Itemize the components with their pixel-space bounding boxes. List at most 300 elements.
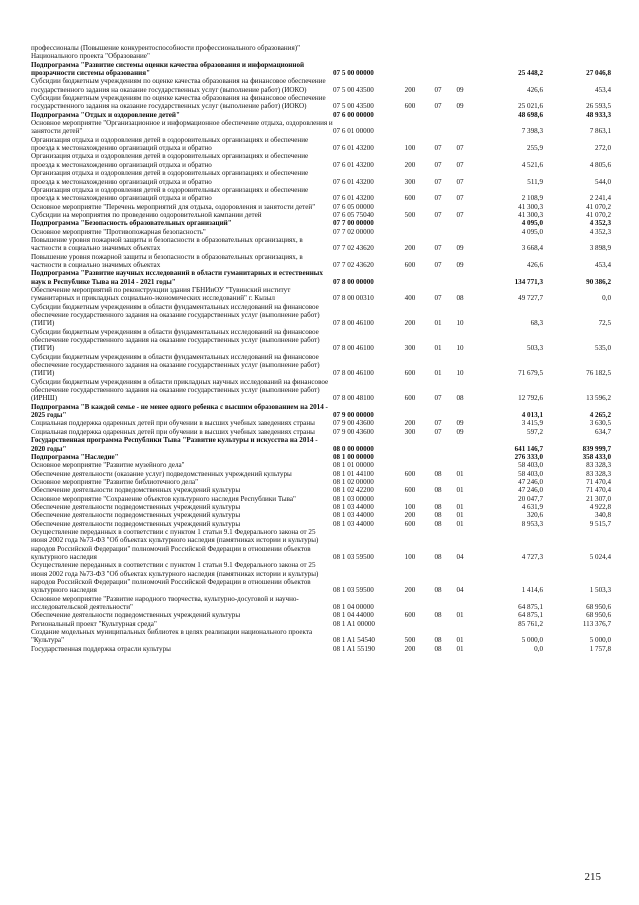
row-section: 07	[434, 144, 442, 153]
row-code: 07 8 00 00310	[333, 294, 374, 303]
table-row	[31, 44, 611, 61]
row-value-year2: 0,0	[602, 294, 611, 303]
row-section: 08	[434, 519, 442, 528]
row-section: 08	[434, 502, 442, 511]
row-section: 08	[434, 644, 442, 653]
row-subsection: 01	[456, 636, 464, 645]
row-subsection: 01	[456, 511, 464, 520]
row-section: 07	[434, 427, 442, 436]
row-section: 01	[434, 319, 442, 328]
row-value-year2: 544,0	[595, 177, 611, 186]
budget-table	[31, 44, 611, 653]
row-name: Повышение уровня пожарной защиты и безопасности в образовательных организациях, в частности в социально значимых объектах	[31, 235, 303, 253]
row-value-year1: 12 792,6	[518, 394, 543, 403]
row-section: 08	[434, 552, 442, 561]
row-value-year2: 76 182,5	[586, 369, 611, 378]
row-subsection	[449, 119, 471, 136]
row-value-year2: 5 024,4	[589, 552, 611, 561]
table-row	[31, 269, 611, 286]
row-name: Организация отдыха и оздоровления детей в оздоровительных организациях и обеспечение проезда к местонахождению организаций отдыха и обратно	[31, 169, 309, 186]
row-code: 07 6 01 43200	[333, 194, 374, 203]
row-value-year1: 49 727,7	[518, 294, 543, 303]
row-subsection: 01	[456, 469, 464, 478]
row-name: Региональный проект "Культурная среда"	[31, 619, 157, 628]
row-name: Обеспечение деятельности подведомственных учреждений культуры	[31, 502, 241, 511]
row-name: Подпрограмма "Безопасность образовательных организаций"	[31, 219, 232, 228]
row-expense-type: 600	[404, 260, 416, 269]
row-value-year2: 3 898,9	[589, 244, 611, 253]
row-name: Подпрограмма "Развитие системы оценки качества образования и информационной прозрачности системы образования"	[31, 60, 305, 78]
row-code: 07 6 01 00000	[333, 127, 374, 136]
row-expense-type: 200	[404, 85, 416, 94]
row-expense-type: 600	[404, 486, 416, 495]
row-subsection	[449, 436, 471, 453]
row-name: Социальная поддержка одаренных детей при обучении в высших учебных заведениях страны	[31, 419, 315, 428]
row-code: 07 8 00 46100	[333, 344, 374, 353]
row-expense-type	[393, 228, 427, 236]
row-section: 07	[434, 244, 442, 253]
row-subsection	[449, 620, 471, 628]
row-value-year2: 453,4	[595, 260, 611, 269]
row-subsection	[449, 403, 471, 420]
table-row	[31, 328, 611, 353]
table-row	[31, 77, 611, 94]
row-expense-type	[393, 595, 427, 612]
row-expense-type: 600	[404, 469, 416, 478]
row-code: 07 9 00 00000	[333, 411, 374, 420]
row-code: 07 7 00 00000	[333, 219, 374, 228]
row-section	[427, 119, 449, 136]
row-code: 07 6 00 00000	[333, 110, 374, 119]
row-code: 08 1 04 44000	[333, 611, 374, 620]
row-subsection: 10	[456, 344, 464, 353]
row-value-year1: 426,6	[527, 260, 543, 269]
row-value-year1: 3 415,9	[521, 419, 543, 428]
row-section	[427, 61, 449, 78]
row-name: Создание модельных муниципальных библиотек в целях реализации национального проекта "Культура"	[31, 628, 313, 645]
row-section: 08	[434, 636, 442, 645]
row-code	[333, 44, 393, 61]
table-row	[31, 152, 611, 169]
row-value-year1: 3 668,4	[521, 244, 543, 253]
row-name: Организация отдыха и оздоровления детей в оздоровительных организациях и обеспечение проезда к местонахождению организаций отдыха и обратно	[31, 185, 309, 203]
row-value-year2: 5 000,0	[589, 636, 611, 645]
row-section	[427, 495, 449, 503]
row-expense-type: 200	[404, 319, 416, 328]
row-expense-type: 300	[404, 427, 416, 436]
row-value-year2	[543, 44, 611, 61]
row-name: Основное мероприятие "Сохранение объектов культурного наследия Республики Тыва"	[31, 494, 296, 503]
row-section	[427, 478, 449, 486]
row-subsection	[449, 478, 471, 486]
row-code: 07 8 00 00000	[333, 277, 374, 286]
row-name: Основное мероприятие "Развитие музейного дела"	[31, 461, 185, 470]
row-section	[427, 620, 449, 628]
row-section: 07	[434, 102, 442, 111]
row-section	[427, 219, 449, 227]
row-expense-type: 600	[404, 102, 416, 111]
row-code: 07 8 00 46100	[333, 369, 374, 378]
row-value-year1: 597,2	[527, 427, 543, 436]
row-value-year1: 68,3	[530, 319, 543, 328]
row-expense-type: 200	[404, 586, 416, 595]
row-name: Подпрограмма "Наследие"	[31, 452, 119, 461]
row-value-year1: 255,9	[527, 144, 543, 153]
row-subsection: 07	[456, 144, 464, 153]
row-section	[427, 436, 449, 453]
row-name: Основное мероприятие "Развитие библиотечного дела"	[31, 477, 199, 486]
row-section	[427, 461, 449, 469]
row-expense-type: 200	[404, 644, 416, 653]
row-name: Осуществление переданных в соответствии с пунктом 1 статьи 9.1 Федерального закона от 25 июня 2002 года №73-ФЗ "Об объектах культурного наследия (памятниках истории и культуры) народов Российской Федерации" полномочий Российской Федерации в отношении объектов культурного наследия	[31, 527, 319, 561]
row-name: Обеспечение деятельности подведомственных учреждений культуры	[31, 486, 241, 495]
row-name: Обеспечение мероприятий по реконструкции здания ГБНИиОУ "Тувинский институт гуманитарных и прикладных социально-экономических исследований" г. Кызыл	[31, 285, 291, 303]
row-subsection: 08	[456, 394, 464, 403]
row-subsection	[449, 595, 471, 612]
row-subsection: 09	[456, 419, 464, 428]
row-value-year2: 4 265,2	[589, 411, 611, 420]
row-name: Субсидии на мероприятия по проведению оздоровительной кампании детей	[31, 210, 262, 219]
row-code: 08 1 03 59500	[333, 586, 374, 595]
row-value-year1: 5 000,0	[521, 636, 543, 645]
row-section: 01	[434, 344, 442, 353]
row-subsection	[449, 269, 471, 286]
row-subsection	[449, 461, 471, 469]
row-section: 01	[434, 369, 442, 378]
row-subsection: 01	[456, 519, 464, 528]
row-subsection	[449, 228, 471, 236]
row-expense-type: 200	[404, 511, 416, 520]
row-expense-type	[393, 111, 427, 119]
table-row	[31, 353, 611, 378]
row-value-year1: 47 246,0	[518, 477, 543, 486]
row-expense-type: 100	[404, 144, 416, 153]
row-name: Основное мероприятие "Организационное и информационное обеспечение отдыха, оздоровления и занятости детей"	[31, 119, 333, 136]
row-subsection: 09	[456, 102, 464, 111]
row-expense-type: 300	[404, 344, 416, 353]
row-code: 08 1 A1 00000	[333, 619, 375, 628]
row-name: Обеспечение деятельности (оказание услуг) подведомственных учреждений культуры	[31, 469, 292, 478]
row-subsection: 07	[456, 160, 464, 169]
row-value-year1: 47 246,0	[518, 486, 543, 495]
row-section	[427, 228, 449, 236]
row-expense-type: 600	[404, 519, 416, 528]
row-expense-type: 500	[404, 636, 416, 645]
row-value-year1: 4 727,3	[521, 552, 543, 561]
row-value-year2: 4 922,8	[589, 502, 611, 511]
row-value-year2: 90 386,2	[586, 277, 611, 286]
row-expense-type	[393, 269, 427, 286]
row-value-year1: 64 875,1	[518, 611, 543, 620]
row-value-year2: 9 515,7	[589, 519, 611, 528]
table-row	[31, 503, 611, 511]
row-expense-type	[393, 44, 427, 61]
row-value-year1: 276 333,0	[514, 452, 543, 461]
row-value-year2: 21 307,0	[586, 494, 611, 503]
row-value-year1: 1 414,6	[521, 586, 543, 595]
row-name: Обеспечение деятельности подведомственных учреждений культуры	[31, 511, 241, 520]
table-row	[31, 453, 611, 461]
table-row	[31, 511, 611, 519]
row-section	[427, 403, 449, 420]
page-number: 215	[584, 871, 601, 883]
row-value-year1: 4 631,9	[521, 502, 543, 511]
row-value-year1: 58 403,0	[518, 461, 543, 470]
row-name: Субсидии бюджетным учреждениям по оценке качества образования на финансовое обеспечение государственного задания на оказание государственных услуг (выполнение работ) (ИОКО)	[31, 77, 326, 94]
row-value-year1: 85 761,2	[518, 619, 543, 628]
row-value-year1: 41 300,3	[518, 210, 543, 219]
row-name: Субсидии бюджетным учреждениям в области прикладных научных исследований на финансовое обеспечение государственного задания на оказание государственных услуг (выполнение работ) (ИРНШ)	[31, 377, 329, 403]
table-row	[31, 461, 611, 469]
row-code: 08 1 02 42200	[333, 486, 374, 495]
row-section: 08	[434, 586, 442, 595]
row-value-year2: 2 241,4	[589, 194, 611, 203]
row-subsection: 08	[456, 294, 464, 303]
row-value-year1: 0,0	[534, 644, 543, 653]
row-value-year1: 25 448,2	[518, 69, 543, 78]
table-row	[31, 478, 611, 486]
row-value-year2: 634,7	[595, 427, 611, 436]
row-section: 08	[434, 486, 442, 495]
row-value-year2: 272,0	[595, 144, 611, 153]
row-name: Организация отдыха и оздоровления детей в оздоровительных организациях и обеспечение проезда к местонахождению организаций отдыха и обратно	[31, 152, 309, 169]
row-value-year1: 2 108,9	[521, 194, 543, 203]
row-code: 08 1 04 00000	[333, 603, 374, 612]
row-section	[427, 269, 449, 286]
row-value-year1: 641 146,7	[514, 444, 543, 453]
row-subsection: 04	[456, 552, 464, 561]
table-row	[31, 169, 611, 186]
row-value-year2: 839 999,7	[582, 444, 611, 453]
row-code: 07 7 02 00000	[333, 227, 374, 236]
table-row	[31, 203, 611, 211]
row-expense-type: 600	[404, 194, 416, 203]
row-value-year2: 3 630,5	[589, 419, 611, 428]
row-value-year1: 503,3	[527, 344, 543, 353]
row-value-year1: 4 013,1	[521, 411, 543, 420]
row-code: 08 1 01 44100	[333, 469, 374, 478]
row-section	[427, 44, 449, 61]
row-code: 07 5 00 43500	[333, 85, 374, 94]
table-row	[31, 628, 611, 645]
row-value-year1: 58 403,0	[518, 469, 543, 478]
row-name: Обеспечение деятельности подведомственных учреждений культуры	[31, 611, 241, 620]
row-name: Основное мероприятие "Развитие народного творчества, культурно-досуговой и научно-исследовательской деятельности"	[31, 594, 299, 612]
row-name: Субсидии бюджетным учреждениям в области фундаментальных исследований на финансовое обеспечение государственного задания на оказание государственных услуг (выполнение работ) (ТИГИ)	[31, 352, 320, 378]
row-code: 07 6 05 75040	[333, 210, 374, 219]
table-row	[31, 286, 611, 303]
row-expense-type: 400	[404, 294, 416, 303]
row-subsection: 10	[456, 319, 464, 328]
row-name: Обеспечение деятельности подведомственных учреждений культуры	[31, 519, 241, 528]
row-section: 07	[434, 177, 442, 186]
row-expense-type	[393, 461, 427, 469]
row-value-year2: 72,5	[598, 319, 611, 328]
row-expense-type: 600	[404, 611, 416, 620]
row-subsection: 07	[456, 177, 464, 186]
row-subsection	[449, 44, 471, 61]
row-name: Основное мероприятие "Противопожарная безопасность"	[31, 227, 206, 236]
row-code: 08 1 A1 54540	[333, 636, 375, 645]
row-subsection: 09	[456, 260, 464, 269]
row-section: 07	[434, 394, 442, 403]
row-name: Социальная поддержка одаренных детей при обучении в высших учебных заведениях страны	[31, 427, 315, 436]
row-value-year1: 511,9	[527, 177, 543, 186]
row-value-year2: 83 328,3	[586, 461, 611, 470]
row-value-year2: 1 757,8	[589, 644, 611, 653]
row-name: Основное мероприятие "Перечень мероприятий для отдыха, оздоровления и занятости детей"	[31, 202, 316, 211]
row-subsection: 01	[456, 611, 464, 620]
row-value-year2: 4 352,3	[589, 227, 611, 236]
row-section	[427, 203, 449, 211]
row-value-year2: 41 070,2	[586, 210, 611, 219]
row-value-year2: 13 596,2	[586, 394, 611, 403]
row-value-year2: 358 433,0	[582, 452, 611, 461]
row-value-year1: 4 521,6	[521, 160, 543, 169]
table-row	[31, 94, 611, 111]
row-value-year2: 453,4	[595, 85, 611, 94]
row-section: 07	[434, 260, 442, 269]
table-row	[31, 436, 611, 453]
table-row	[31, 419, 611, 427]
row-subsection	[449, 219, 471, 227]
row-value-year1: 4 095,0	[521, 219, 543, 228]
row-subsection: 01	[456, 486, 464, 495]
row-expense-type	[393, 203, 427, 211]
row-name: Подпрограмма "В каждой семье - не менее одного ребенка с высшим образованием на 2014 - 2025 годы"	[31, 402, 328, 420]
row-name: Субсидии бюджетным учреждениям в области фундаментальных исследований на финансовое обеспечение государственного задания на оказание государственных услуг (выполнение работ) (ТИГИ)	[31, 327, 320, 353]
row-value-year2: 68 950,6	[586, 603, 611, 612]
row-value-year1: 64 875,1	[518, 603, 543, 612]
row-subsection: 10	[456, 369, 464, 378]
row-name: Организация отдыха и оздоровления детей в оздоровительных организациях и обеспечение проезда к местонахождению организаций отдыха и обратно	[31, 135, 309, 153]
row-subsection: 01	[456, 502, 464, 511]
row-value-year1: 320,6	[527, 511, 543, 520]
table-row	[31, 211, 611, 219]
row-code: 07 9 00 43600	[333, 427, 374, 436]
row-name: профессионалы (Повышение конкурентоспособности профессионального образования)" Национального проекта "Образование"	[31, 44, 300, 61]
row-section: 08	[434, 611, 442, 620]
row-section	[427, 453, 449, 461]
row-expense-type	[393, 436, 427, 453]
row-subsection: 07	[456, 210, 464, 219]
row-value-year2: 535,0	[595, 344, 611, 353]
table-row	[31, 486, 611, 494]
row-expense-type: 100	[404, 502, 416, 511]
table-row	[31, 595, 611, 612]
row-subsection: 09	[456, 244, 464, 253]
row-subsection: 09	[456, 427, 464, 436]
row-value-year1	[471, 44, 543, 61]
row-section	[427, 595, 449, 612]
table-row	[31, 428, 611, 436]
row-code: 07 6 01 43200	[333, 144, 374, 153]
row-subsection: 01	[456, 644, 464, 653]
row-value-year1: 41 300,3	[518, 202, 543, 211]
row-expense-type: 200	[404, 160, 416, 169]
row-code: 08 1 03 44000	[333, 519, 374, 528]
table-row	[31, 620, 611, 628]
row-value-year1: 48 698,6	[518, 110, 543, 119]
table-row	[31, 236, 611, 253]
row-value-year2: 83 328,3	[586, 469, 611, 478]
row-section: 07	[434, 85, 442, 94]
row-value-year1: 25 021,6	[518, 102, 543, 111]
row-name: Субсидии бюджетным учреждениям по оценке качества образования на финансовое обеспечение государственного задания на оказание государственных услуг (выполнение работ) (ИОКО)	[31, 94, 326, 111]
table-row	[31, 611, 611, 619]
row-name: Повышение уровня пожарной защиты и безопасности в образовательных организациях, в частности в социально значимых объектах	[31, 252, 303, 269]
table-row	[31, 528, 611, 561]
row-section	[427, 111, 449, 119]
row-value-year2: 68 950,6	[586, 611, 611, 620]
row-value-year2: 26 593,5	[586, 102, 611, 111]
row-value-year2: 48 933,3	[586, 110, 611, 119]
row-subsection	[449, 453, 471, 461]
row-value-year1: 134 771,3	[514, 277, 543, 286]
row-value-year1: 20 047,7	[518, 494, 543, 503]
table-row	[31, 378, 611, 403]
row-expense-type	[393, 119, 427, 136]
row-code: 08 1 A1 55190	[333, 644, 375, 653]
row-subsection: 09	[456, 85, 464, 94]
row-name: Подпрограмма "Развитие научных исследований в области гуманитарных и естественных наук в Республике Тыва на 2014 - 2021 годы"	[31, 269, 323, 286]
row-name: Государственная поддержка отрасли культуры	[31, 644, 171, 653]
row-code: 08 0 00 00000	[333, 444, 374, 453]
row-name: Осуществление переданных в соответствии с пунктом 1 статьи 9.1 Федерального закона от 25 июня 2002 года №73-ФЗ "Об объектах культурного наследия (памятниках истории и культуры) народов Российской Федерации" полномочий Российской Федерации в отношении объектов культурного наследия	[31, 561, 319, 595]
row-value-year2: 4 352,3	[589, 219, 611, 228]
budget-table-body	[31, 44, 611, 653]
row-code: 08 1 03 00000	[333, 494, 374, 503]
row-name: Государственная программа Республики Тыва "Развитие культуры и искусства на 2014 - 2020 годы"	[31, 436, 318, 453]
table-row	[31, 645, 611, 653]
row-value-year2: 71 470,4	[586, 477, 611, 486]
row-subsection: 04	[456, 586, 464, 595]
row-value-year2: 27 046,8	[586, 69, 611, 78]
table-row	[31, 495, 611, 503]
row-expense-type	[393, 403, 427, 420]
row-code: 07 7 02 43620	[333, 244, 374, 253]
row-expense-type: 200	[404, 419, 416, 428]
row-code: 07 5 00 43500	[333, 102, 374, 111]
row-code: 08 1 02 00000	[333, 477, 374, 486]
row-subsection	[449, 61, 471, 78]
row-section: 07	[434, 294, 442, 303]
table-row	[31, 303, 611, 328]
table-row	[31, 119, 611, 136]
row-value-year2: 1 503,3	[589, 586, 611, 595]
row-value-year1: 7 398,3	[521, 127, 543, 136]
table-row	[31, 520, 611, 528]
row-section: 08	[434, 511, 442, 520]
row-value-year2: 7 863,1	[589, 127, 611, 136]
row-value-year2: 340,8	[595, 511, 611, 520]
row-section: 07	[434, 210, 442, 219]
row-code: 08 1 03 44000	[333, 511, 374, 520]
row-expense-type: 100	[404, 552, 416, 561]
row-code: 07 9 00 43600	[333, 419, 374, 428]
row-value-year2: 4 805,6	[589, 160, 611, 169]
row-expense-type	[393, 620, 427, 628]
row-value-year2: 71 470,4	[586, 486, 611, 495]
row-code: 07 5 00 00000	[333, 69, 374, 78]
table-row	[31, 470, 611, 478]
row-code: 08 1 00 00000	[333, 452, 374, 461]
table-row	[31, 136, 611, 153]
row-code: 08 1 01 00000	[333, 461, 374, 470]
row-name: Субсидии бюджетным учреждениям в области фундаментальных исследований на финансовое обеспечение государственного задания на оказание государственных услуг (выполнение работ) (ТИГИ)	[31, 302, 320, 328]
row-section: 07	[434, 419, 442, 428]
row-value-year1: 71 679,5	[518, 369, 543, 378]
